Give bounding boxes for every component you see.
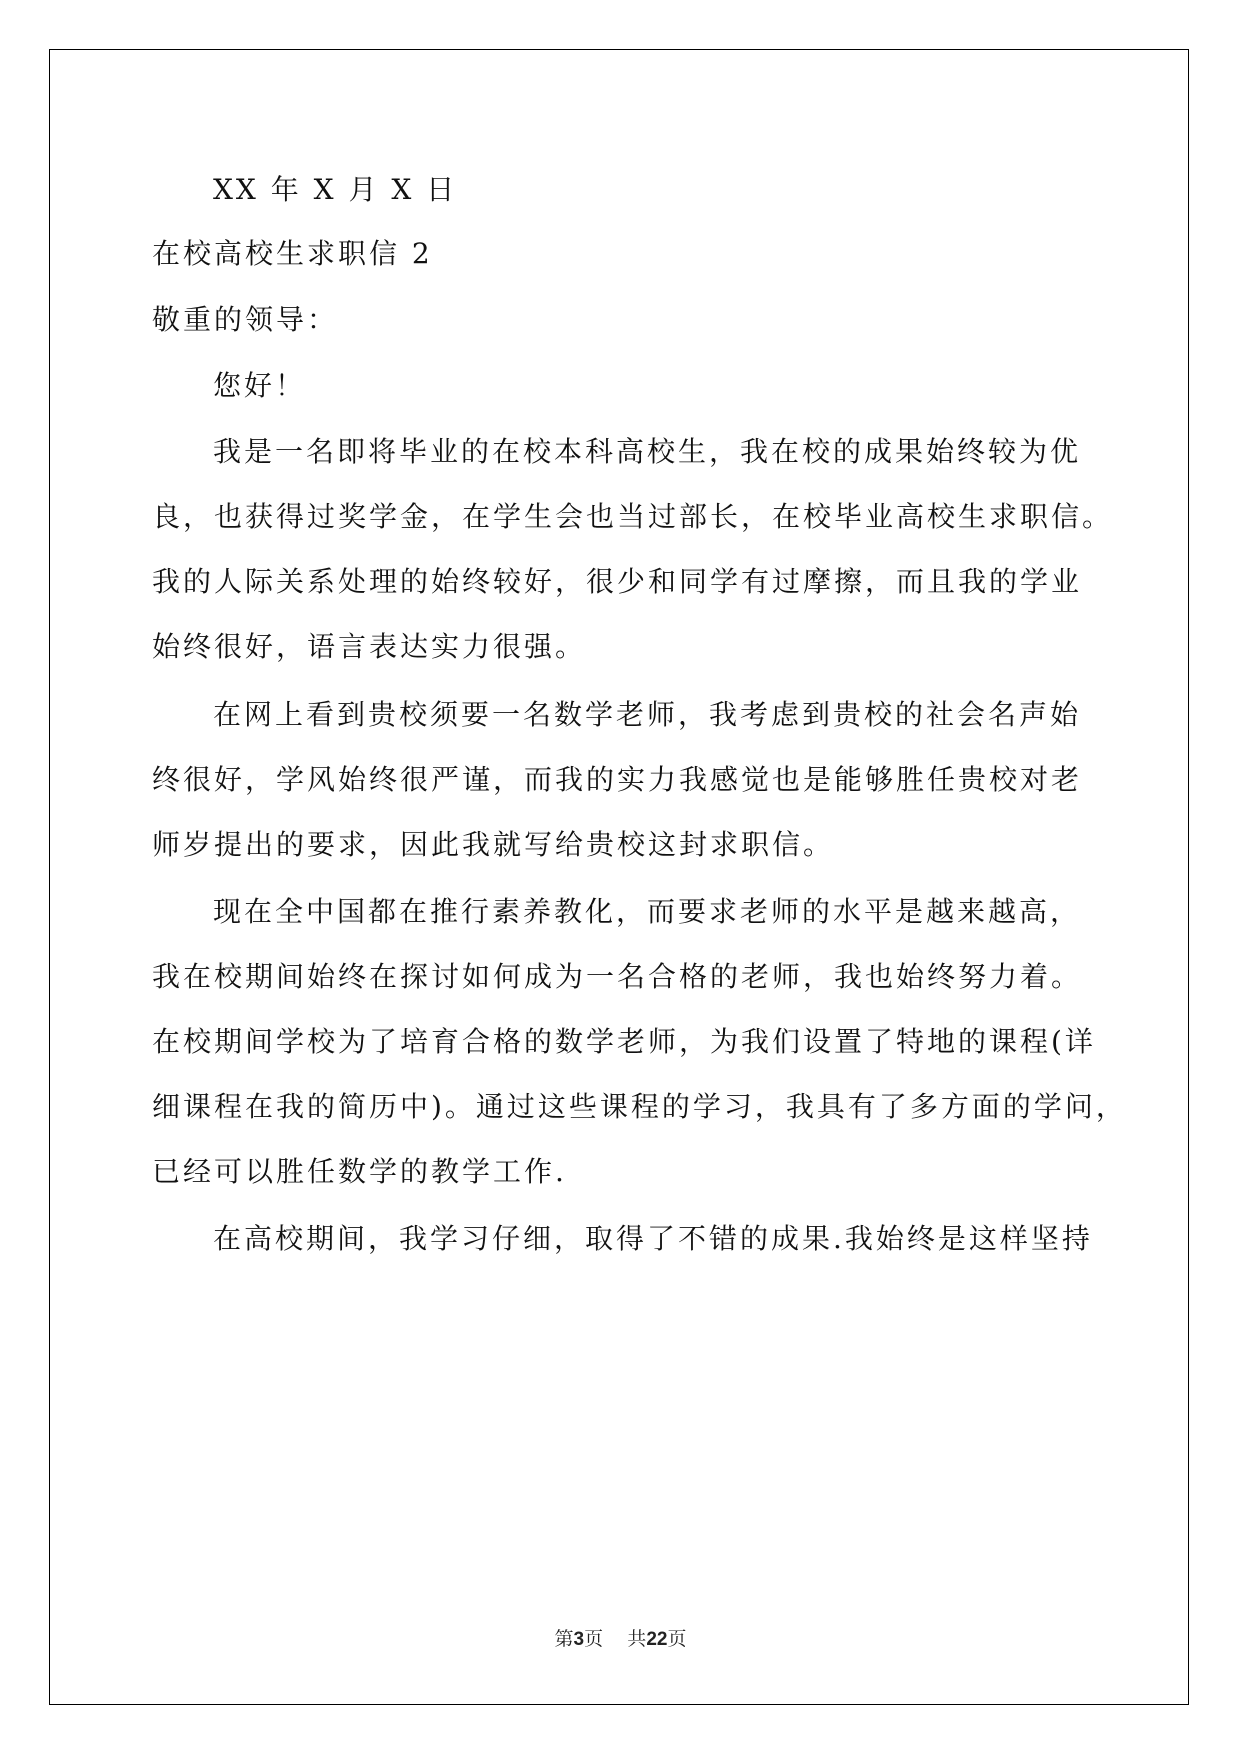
paragraph-2-line-1: 在网上看到贵校须要一名数学老师，我考虑到贵校的社会名声始 (213, 698, 1082, 731)
paragraph-1-line-3: 我的人际关系处理的始终较好，很少和同学有过摩擦，而且我的学业 (152, 565, 1083, 598)
page-prefix: 第 (554, 1628, 574, 1650)
salutation: 敬重的领导： (152, 303, 339, 336)
page-border (49, 49, 1189, 1705)
paragraph-3-line-2: 我在校期间始终在探讨如何成为一名合格的老师，我也始终努力着。 (152, 960, 1083, 993)
page-footer (0, 1627, 1241, 1652)
paragraph-1-line-2: 良，也获得过奖学金，在学生会也当过部长，在校毕业高校生求职信。 (152, 500, 1114, 533)
paragraph-1-line-1: 我是一名即将毕业的在校本科高校生，我在校的成果始终较为优 (213, 435, 1082, 468)
paragraph-3-line-5: 已经可以胜任数学的教学工作. (152, 1155, 567, 1188)
page-number: 3 (573, 1629, 585, 1650)
page-suffix: 页 (584, 1628, 604, 1650)
greeting: 您好！ (213, 369, 307, 402)
total-suffix: 页 (667, 1628, 687, 1650)
paragraph-3-line-4: 细课程在我的简历中)。通过这些课程的学习，我具有了多方面的学问， (152, 1090, 1127, 1123)
total-pages: 22 (646, 1629, 668, 1650)
paragraph-4-line-1: 在高校期间，我学习仔细，取得了不错的成果.我始终是这样坚持 (213, 1222, 1093, 1255)
paragraph-3-line-3: 在校期间学校为了培育合格的数学老师，为我们设置了特地的课程(详 (152, 1025, 1096, 1058)
paragraph-3-line-1: 现在全中国都在推行素养教化，而要求老师的水平是越来越高， (213, 895, 1082, 928)
total-prefix: 共 (627, 1628, 647, 1650)
letter-title: 在校高校生求职信 2 (152, 237, 433, 270)
paragraph-2-line-3: 师岁提出的要求，因此我就写给贵校这封求职信。 (152, 828, 835, 861)
paragraph-1-line-4: 始终很好，语言表达实力很强。 (152, 630, 587, 663)
date-line: XX 年 X 月 X 日 (213, 173, 458, 206)
paragraph-2-line-2: 终很好，学风始终很严谨，而我的实力我感觉也是能够胜任贵校对老 (152, 763, 1083, 796)
